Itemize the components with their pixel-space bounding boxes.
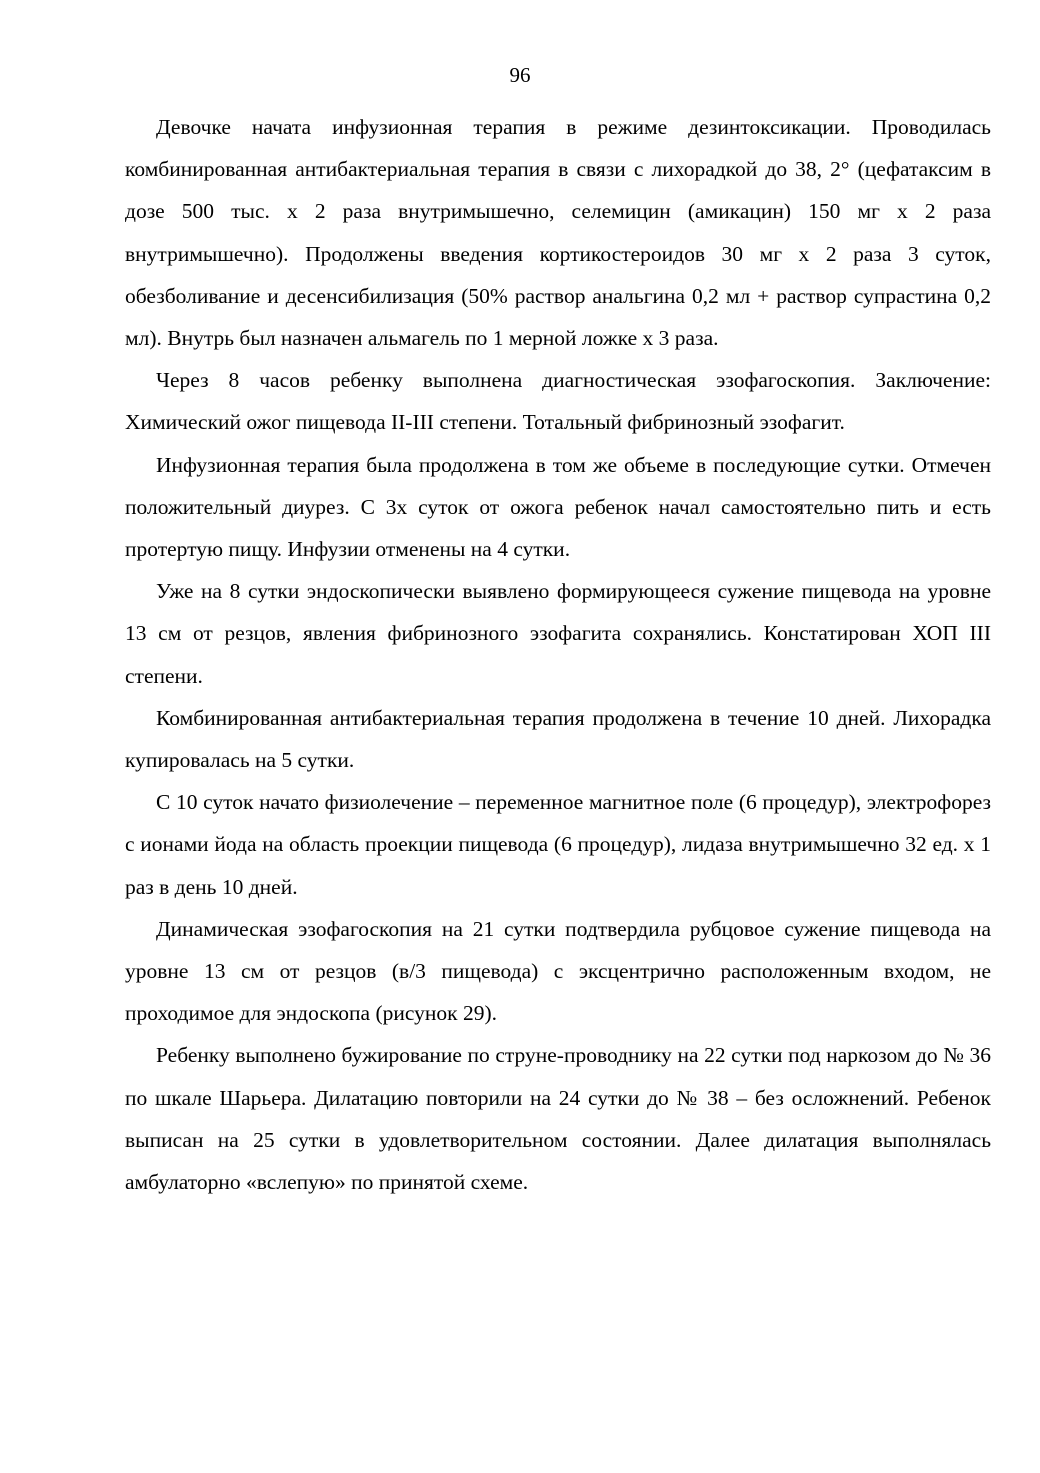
paragraph-antibacterial: Комбинированная антибактериальная терапия продолжена в течение 10 дней. Лихорадка купировалась на 5 сутки. — [125, 705, 991, 773]
paragraph-dynamic-esophagoscopy: Динамическая эзофагоскопия на 21 сутки подтвердила рубцовое сужение пищевода на уровне 13 см от резцов (в/3 пищевода) с эксцентрично расположенным входом, не проходимое для эндоскопа (рисунок 29). — [125, 916, 991, 1026]
document-body — [125, 106, 991, 1203]
paragraph-diuresis: Инфузионная терапия была продолжена в том же объеме в последующие сутки. Отмечен положительный диурез. С 3х суток от ожога ребенок начал самостоятельно пить и есть протертую пищу. Инфузии отменены на 4 сутки. — [125, 452, 991, 562]
paragraph-infusion-therapy: Девочке начата инфузионная терапия в режиме дезинтоксикации. Проводилась комбинированная антибактериальная терапия в связи с лихорадкой до 38, 2° (цефатаксим в дозе 500 тыс. х 2 раза внутримышечно, селемицин (амикацин) 150 мг х 2 раза внутримышечно). Продолжены введения кортикостероидов 30 мг х 2 раза 3 суток, обезболивание и десенсибилизация (50% раствор анальгина 0,2 мл + раствор супрастина 0,2 мл). Внутрь был назначен альмагель по 1 мерной ложке х 3 раза. — [125, 115, 991, 351]
paragraph-esophagoscopy: Через 8 часов ребенку выполнена диагностическая эзофагоскопия. Заключение: Химический ожог пищевода II-III степени. Тотальный фибринозный эзофагит. — [125, 368, 991, 435]
paragraph-narrowing: Уже на 8 сутки эндоскопически выявлено формирующееся сужение пищевода на уровне 13 см от резцов, явления фибринозного эзофагита сохранялись. Констатирован ХОП III степени. — [125, 579, 991, 688]
paragraph-physiotherapy: С 10 суток начато физиолечение – переменное магнитное поле (6 процедур), электрофорез с ионами йода на область проекции пищевода (6 процедур), лидаза внутримышечно 32 ед. х 1 раз в день 10 дней. — [125, 790, 991, 899]
paragraph-bougienage: Ребенку выполнено бужирование по струне-проводнику на 22 сутки под наркозом до № 36 по шкале Шарьера. Дилатацию повторили на 24 сутки до № 38 – без осложнений. Ребенок выписан на 25 сутки в удовлетворительном состоянии. Далее дилатация выполнялась амбулаторно «вслепую» по принятой схеме. — [125, 1043, 991, 1195]
page-number: 96 — [509, 63, 531, 87]
